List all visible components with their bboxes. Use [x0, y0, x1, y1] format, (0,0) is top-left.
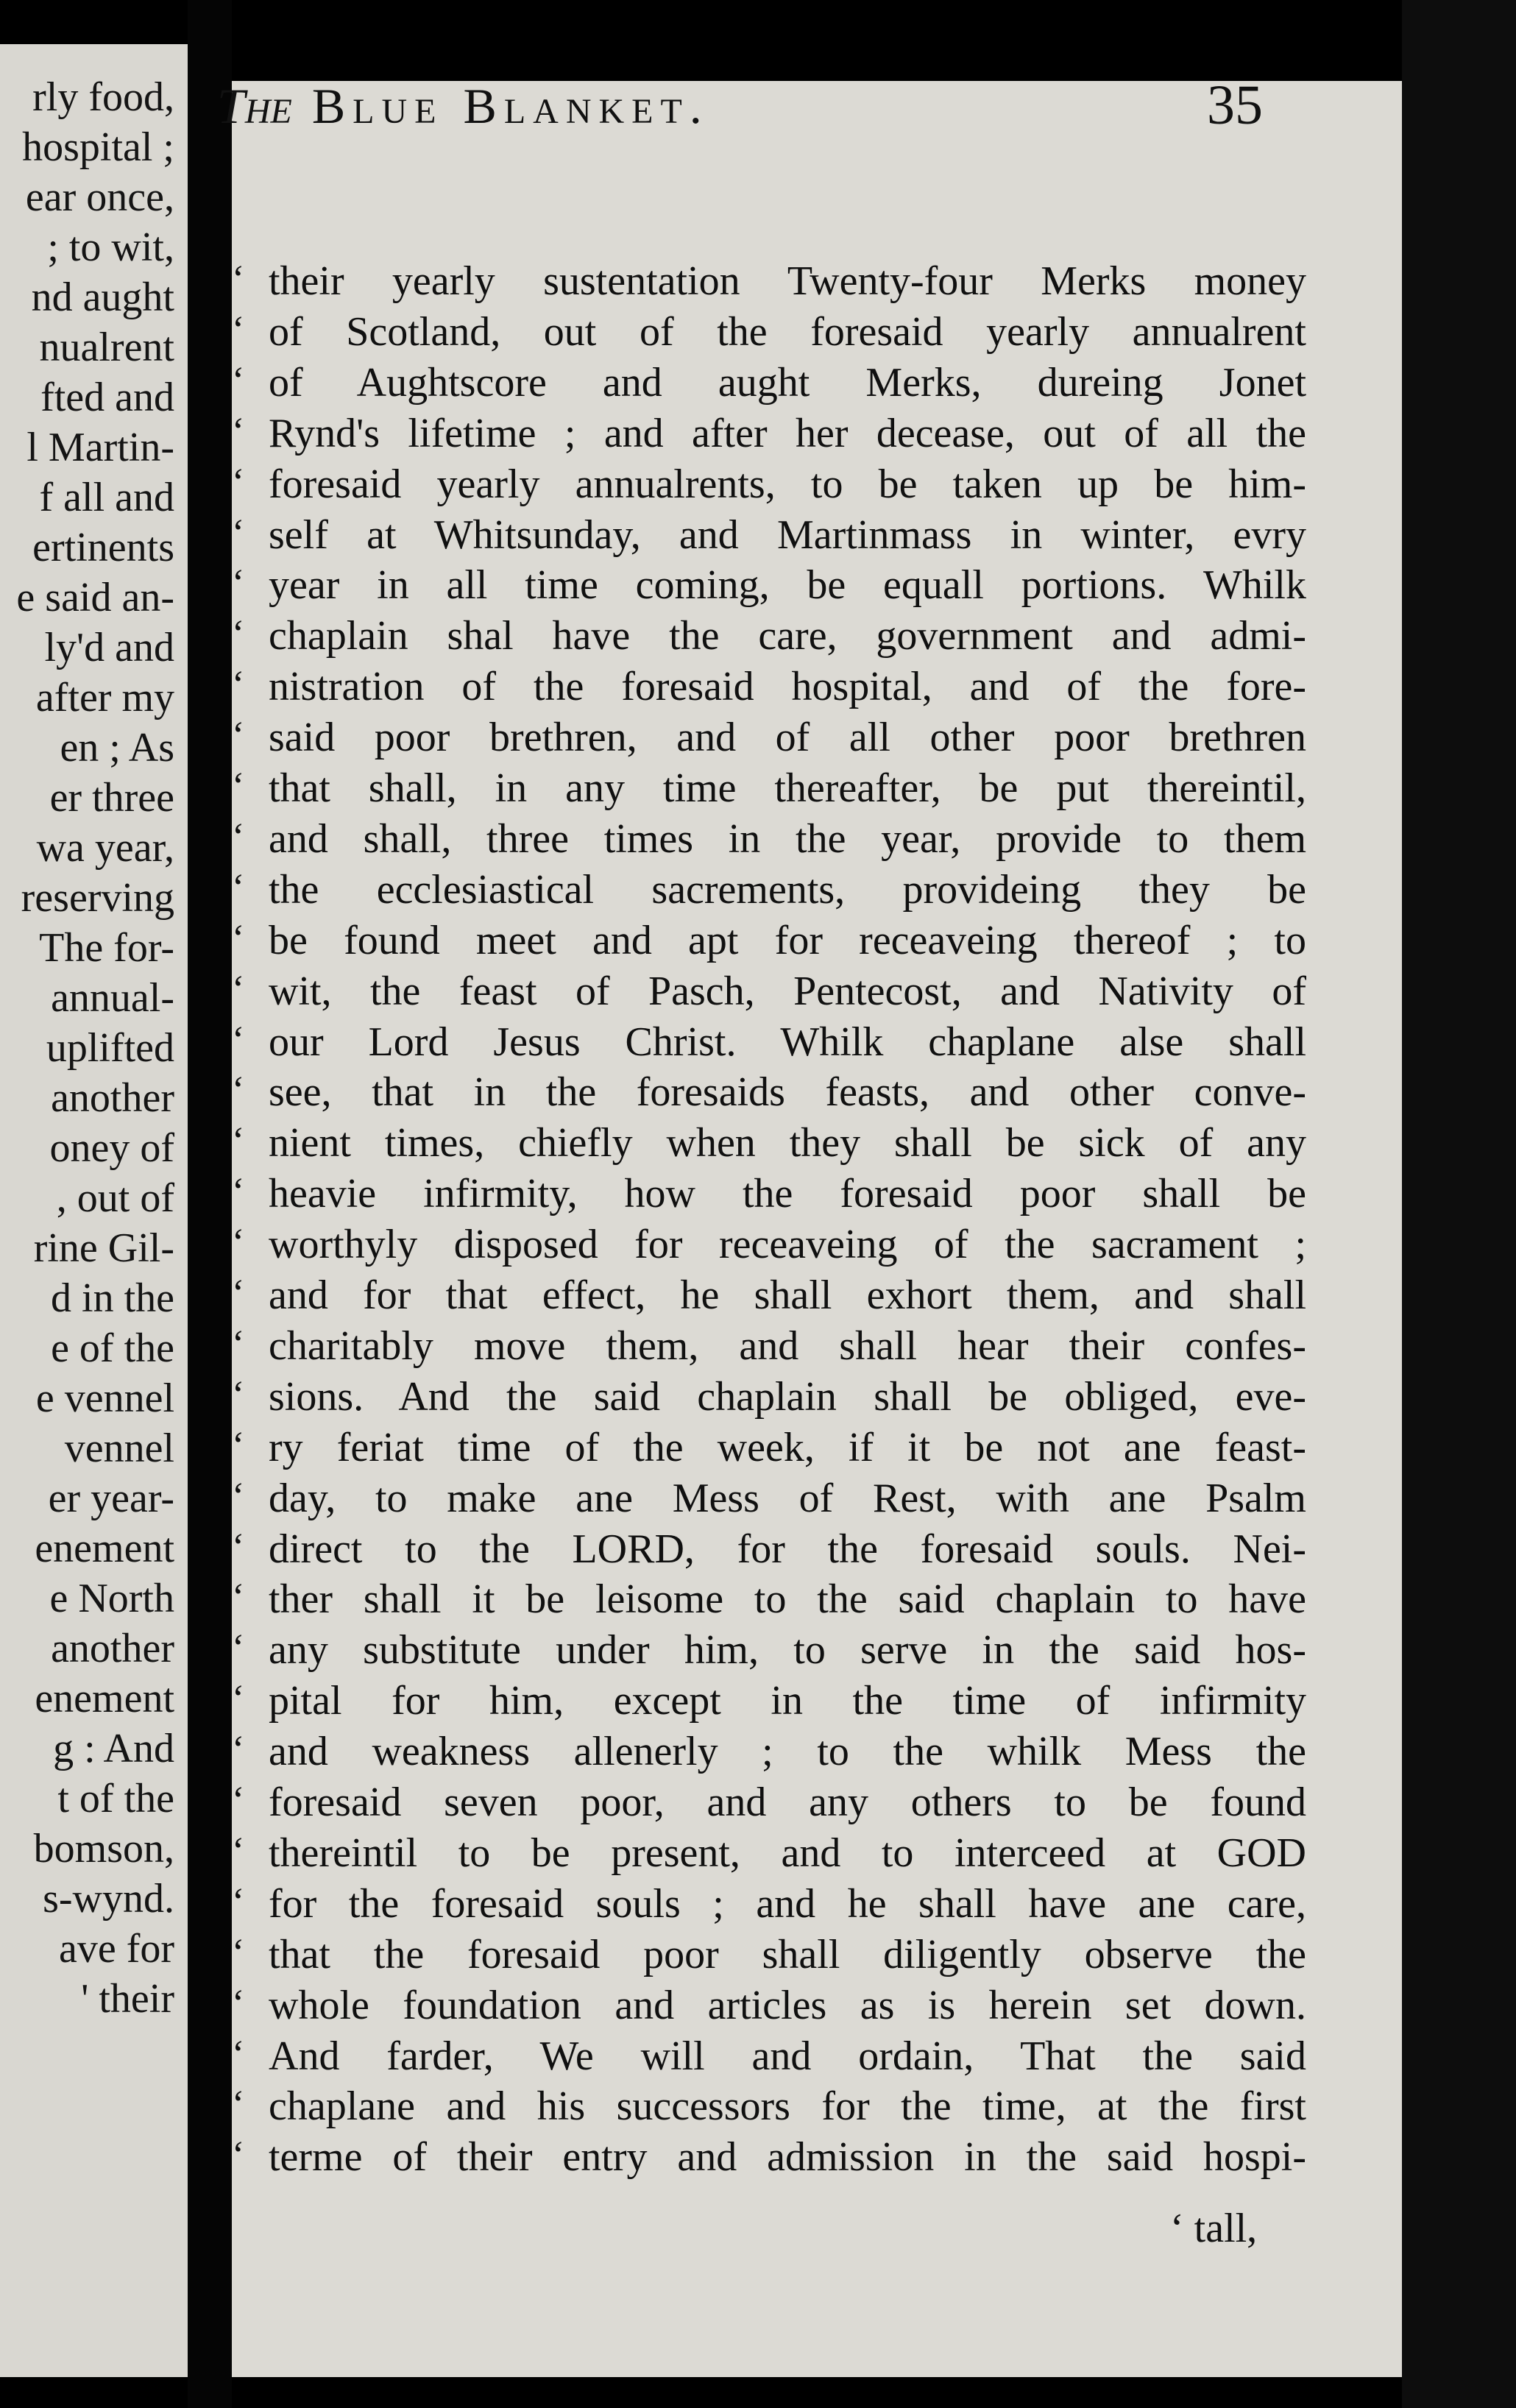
left-page-line: another — [51, 1075, 174, 1121]
left-page-line: The for- — [39, 925, 174, 971]
page-edge-shadow — [1402, 0, 1516, 2408]
text-line: foresaid yearly annualrents, to be taken up be him- — [269, 461, 1306, 507]
left-page-line: hospital ; — [22, 124, 174, 170]
quotation-mark: ‘ — [232, 1374, 245, 1416]
text-line: whole foundation and articles as is herein set down. — [269, 1983, 1306, 2028]
quotation-mark: ‘ — [232, 918, 245, 960]
quotation-mark: ‘ — [232, 1120, 245, 1162]
text-line: heavie infirmity, how the foresaid poor shall be — [269, 1171, 1306, 1217]
left-page-line: d in the — [51, 1275, 174, 1321]
text-line: self at Whitsunday, and Martinmass in winter, evry — [269, 512, 1306, 558]
quotation-mark: ‘ — [232, 512, 245, 554]
left-page-line: ave for — [58, 1926, 174, 1972]
text-line: worthyly disposed for receaveing of the sacrament ; — [269, 1222, 1306, 1267]
quotation-mark: ‘ — [232, 1272, 245, 1314]
text-line: ry feriat time of the week, if it be not ane feast- — [269, 1425, 1306, 1470]
text-line: day, to make ane Mess of Rest, with ane Psalm — [269, 1476, 1306, 1521]
quotation-mark: ‘ — [232, 2134, 245, 2176]
text-line: our Lord Jesus Christ. Whilk chaplane alse shall — [269, 1019, 1306, 1065]
quotation-mark: ‘ — [232, 1729, 245, 1771]
left-page-line: en ; As — [60, 725, 174, 771]
text-line: chaplane and his successors for the time, at the first — [269, 2083, 1306, 2129]
text-line: nistration of the foresaid hospital, and of the fore- — [269, 664, 1306, 709]
left-page-line: reserving — [21, 875, 174, 921]
left-page-line: vennel — [64, 1426, 174, 1471]
left-page-line: e of the — [51, 1325, 174, 1371]
left-page-line: ' their — [81, 1976, 174, 2022]
text-line: And farder, We will and ordain, That the said — [269, 2033, 1306, 2079]
left-page-line: annual- — [51, 975, 174, 1021]
running-head — [217, 77, 709, 135]
quotation-mark: ‘ — [232, 1932, 245, 1974]
quotation-mark: ‘ — [232, 1678, 245, 1720]
quotation-mark: ‘ — [232, 613, 245, 655]
text-line: any substitute under him, to serve in the said hos- — [269, 1627, 1306, 1673]
text-line: year in all time coming, be equall portions. Whilk — [269, 562, 1306, 608]
quotation-mark: ‘ — [232, 1323, 245, 1365]
quotation-mark: ‘ — [232, 562, 245, 604]
left-page-line: e said an- — [16, 575, 174, 620]
text-line: that the foresaid poor shall diligently observe the — [269, 1932, 1306, 1977]
quotation-mark: ‘ — [232, 968, 245, 1010]
quotation-mark: ‘ — [232, 360, 245, 402]
text-line: sions. And the said chaplain shall be obliged, eve- — [269, 1374, 1306, 1420]
quotation-mark: ‘ — [232, 1425, 245, 1467]
left-page-line: enement — [35, 1676, 174, 1721]
left-page-line: uplifted — [46, 1025, 174, 1071]
left-page-line: e vennel — [35, 1375, 174, 1421]
quotation-mark: ‘ — [232, 1222, 245, 1264]
running-head-title: Blue Blanket. — [311, 78, 709, 134]
quotation-mark: ‘ — [232, 258, 245, 300]
quotation-mark: ‘ — [232, 867, 245, 909]
left-page-line: g : And — [53, 1726, 174, 1771]
text-line: ther shall it be leisome to the said chaplain to have — [269, 1576, 1306, 1622]
left-page-line: t of the — [57, 1776, 174, 1821]
left-page-line: fted and — [40, 375, 174, 420]
left-page-fragment — [0, 44, 188, 2377]
text-line: chaplain shal have the care, government and admi- — [269, 613, 1306, 659]
quotation-mark: ‘ — [232, 1983, 245, 2025]
text-line: be found meet and apt for receaveing thereof ; to — [269, 918, 1306, 963]
quotation-mark: ‘ — [232, 1576, 245, 1618]
quotation-mark: ‘ — [232, 715, 245, 757]
text-line: of Scotland, out of the foresaid yearly annualrent — [269, 309, 1306, 355]
left-page-line: rly food, — [32, 74, 174, 120]
text-line: pital for him, except in the time of infirmity — [269, 1678, 1306, 1724]
text-line: said poor brethren, and of all other poor brethren — [269, 715, 1306, 760]
quotation-mark: ‘ — [232, 1526, 245, 1568]
left-page-line: enement — [35, 1526, 174, 1571]
quotation-mark: ‘ — [232, 765, 245, 807]
left-page-line: oney of — [49, 1125, 174, 1171]
text-line: and weakness allenerly ; to the whilk Mess the — [269, 1729, 1306, 1774]
catchword: ‘ tall, — [1170, 2206, 1258, 2251]
text-line: foresaid seven poor, and any others to be found — [269, 1780, 1306, 1825]
text-line: see, that in the foresaids feasts, and other conve- — [269, 1069, 1306, 1115]
left-page-line: another — [51, 1626, 174, 1671]
text-line: charitably move them, and shall hear their confes- — [269, 1323, 1306, 1369]
left-page-line: , out of — [56, 1175, 174, 1221]
left-page-line: er year- — [48, 1476, 174, 1521]
left-page-line: ; to wit, — [47, 224, 174, 270]
quotation-mark: ‘ — [232, 1780, 245, 1821]
quotation-mark: ‘ — [232, 2033, 245, 2075]
text-line: and shall, three times in the year, provide to them — [269, 816, 1306, 862]
page-number: 35 — [1207, 74, 1263, 136]
left-page-line: rine Gil- — [33, 1225, 174, 1271]
text-line: thereintil to be present, and to interceed at GOD — [269, 1830, 1306, 1876]
left-page-line: nualrent — [39, 325, 174, 370]
quotation-mark: ‘ — [232, 411, 245, 453]
quotation-mark: ‘ — [232, 309, 245, 351]
text-line: the ecclesiastical sacrements, provideing they be — [269, 867, 1306, 913]
left-page-line: ly'd and — [44, 625, 174, 670]
quotation-mark: ‘ — [232, 1069, 245, 1111]
left-page-line: f all and — [39, 475, 174, 520]
text-line: direct to the LORD, for the foresaid souls. Nei- — [269, 1526, 1306, 1572]
quotation-mark: ‘ — [232, 664, 245, 706]
quotation-mark: ‘ — [232, 461, 245, 503]
left-page-line: after my — [35, 675, 174, 720]
quotation-mark: ‘ — [232, 1881, 245, 1923]
text-line: terme of their entry and admission in the said hospi- — [269, 2134, 1306, 2180]
quotation-mark: ‘ — [232, 1627, 245, 1669]
text-line: that shall, in any time thereafter, be put thereintil, — [269, 765, 1306, 811]
book-gutter — [188, 0, 232, 2408]
left-page-line: l Martin- — [26, 425, 174, 470]
quotation-mark: ‘ — [232, 1830, 245, 1872]
left-page-line: er three — [49, 775, 174, 821]
left-page-line: s-wynd. — [43, 1876, 174, 1922]
quotation-mark: ‘ — [232, 1171, 245, 1213]
left-page-line: e North — [49, 1576, 174, 1621]
left-page-line: wa year, — [36, 825, 174, 871]
text-line: Rynd's lifetime ; and after her decease, out of all the — [269, 411, 1306, 456]
quotation-mark: ‘ — [232, 1476, 245, 1518]
text-line: and for that effect, he shall exhort them, and shall — [269, 1272, 1306, 1318]
left-page-line: ear once, — [25, 174, 174, 220]
quotation-mark: ‘ — [232, 1019, 245, 1061]
text-line: nient times, chiefly when they shall be sick of any — [269, 1120, 1306, 1166]
text-line: of Aughtscore and aught Merks, dureing Jonet — [269, 360, 1306, 406]
text-line: their yearly sustentation Twenty-four Merks money — [269, 258, 1306, 304]
left-page-line: ertinents — [32, 525, 174, 570]
quotation-mark: ‘ — [232, 816, 245, 858]
text-line: wit, the feast of Pasch, Pentecost, and Nativity of — [269, 968, 1306, 1014]
quotation-mark: ‘ — [232, 2083, 245, 2125]
text-line: for the foresaid souls ; and he shall have ane care, — [269, 1881, 1306, 1927]
running-head-the: The — [217, 78, 292, 134]
left-page-line: nd aught — [31, 275, 174, 320]
left-page-line: bomson, — [33, 1826, 174, 1871]
